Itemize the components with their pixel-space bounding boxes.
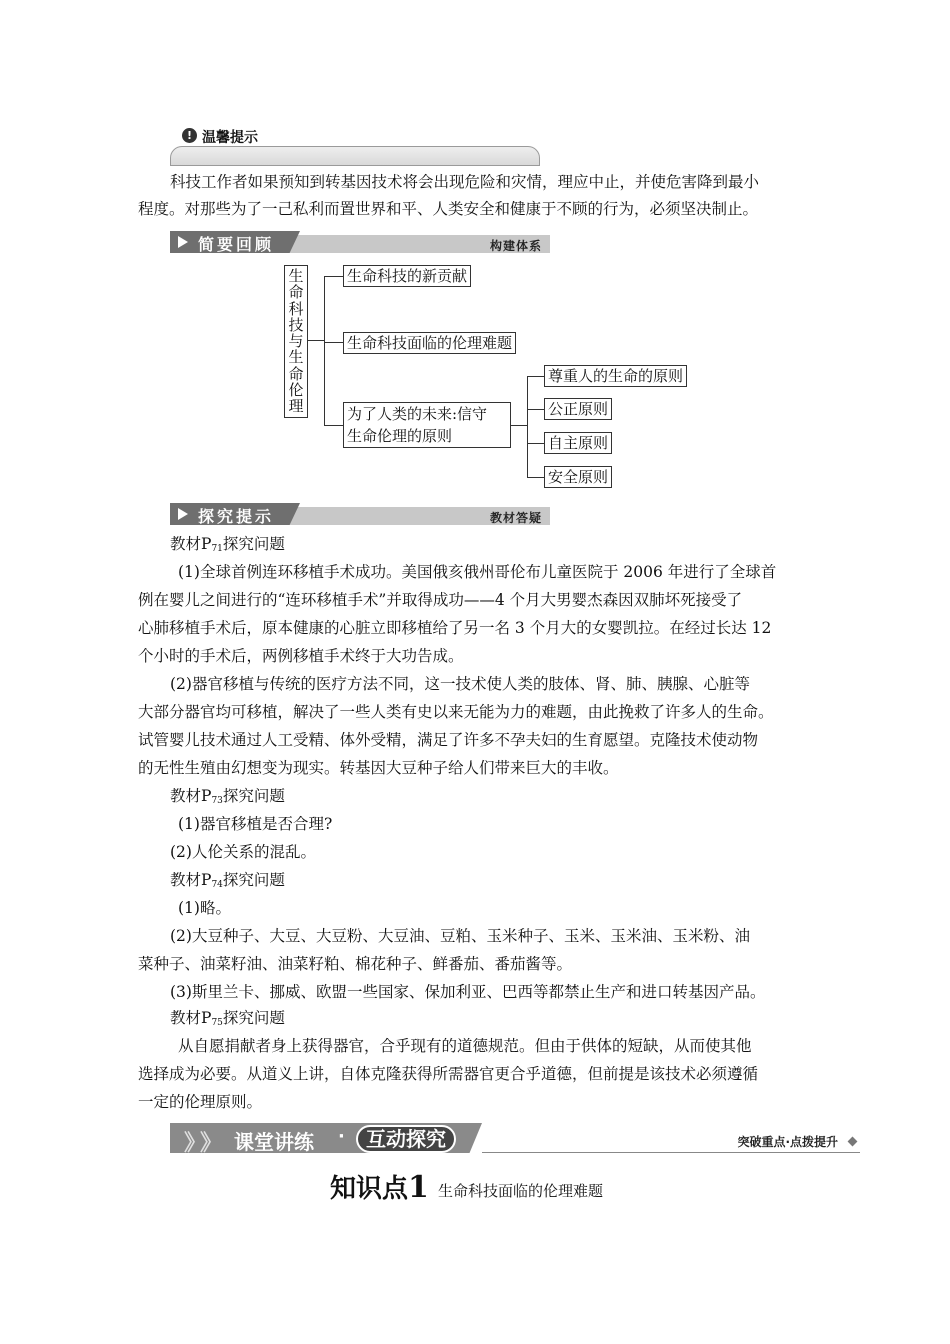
section-heading-p73: 教材$P_{73}$探究问题: [170, 787, 285, 806]
tip-title: 温馨提示: [202, 130, 258, 146]
double-chevron-icon: 》: [184, 1131, 207, 1156]
tip-line-2: 程度。对那些为了一己私利而置世界和平、人类安全和健康于不顾的行为，必须坚决制止。: [138, 200, 759, 218]
p71-para1-line3: 心肺移植手术后，原本健康的心脏立即移植给了另一名 3 个月大的女婴凯拉。在经过长达 12: [138, 619, 772, 637]
section-heading-p75: 教材$P_{75}$探究问题: [170, 1009, 285, 1028]
classroom-dot: ·: [338, 1126, 345, 1147]
principle-justice: 公正原则: [544, 398, 612, 420]
classroom-title: 课堂讲练: [234, 1130, 314, 1154]
review-title: 简要回顾: [198, 235, 275, 254]
concept-branch-3: [343, 402, 511, 448]
p73-answer-1: (1)器官移植是否合理?: [178, 815, 333, 833]
section-heading-p71: 教材$P_{71}$探究问题: [170, 535, 285, 554]
principle-respect-life: 尊重人的生命的原则: [544, 365, 687, 387]
classroom-right-label: 突破重点·点拨提升: [737, 1135, 838, 1149]
p75-line-1: 从自愿捐献者身上获得器官，合乎现有的道德规范。但由于供体的短缺，从而使其他: [178, 1037, 752, 1055]
knowledge-point-heading: 知识点1: [330, 1170, 429, 1205]
exclamation-icon: !: [182, 128, 197, 143]
concept-branch-3-line-2: 生命伦理的原则: [347, 427, 453, 445]
classroom-banner: [170, 1123, 860, 1155]
play-arrow-icon: [178, 508, 188, 520]
explore-right-label: 教材答疑: [489, 511, 542, 525]
p74-answer-3: (3)斯里兰卡、挪威、欧盟一些国家、保加利亚、巴西等都禁止生产和进口转基因产品。: [170, 983, 766, 1001]
principle-autonomy: 自主原则: [544, 432, 612, 454]
p71-para2-line3: 试管婴儿技术通过人工受精、体外受精，满足了许多不孕夫妇的生育愿望。克隆技术使动物: [138, 731, 759, 749]
p71-para1-line4: 个小时的手术后，两例移植手术终于大功告成。: [138, 647, 464, 665]
concept-branch-3-line-1: 为了人类的未来:信守: [347, 405, 488, 423]
p73-answer-2: (2)人伦关系的混乱。: [170, 843, 316, 861]
p71-para2-line1: (2)器官移植与传统的医疗方法不同，这一技术使人类的肢体、肾、肺、胰腺、心脏等: [170, 675, 750, 693]
principle-safety: 安全原则: [544, 466, 612, 488]
explore-banner: [170, 503, 550, 525]
play-arrow-icon: [178, 236, 188, 248]
tip-line-1: 科技工作者如果预知到转基因技术将会出现危险和灾情，理应中止，并使危害降到最小: [170, 173, 760, 191]
knowledge-point-title: 生命科技面临的伦理难题: [438, 1182, 604, 1200]
p75-line-2: 选择成为必要。从道义上讲，自体克隆获得所需器官更合乎道德，但前提是该技术必须遵循: [138, 1065, 759, 1083]
tip-header-bar: [170, 146, 540, 166]
concept-root: 生 命 科 技 与 生 命 伦 理: [284, 265, 308, 418]
double-chevron-icon: 》: [200, 1131, 223, 1156]
concept-branch-1: 生命科技的新贡献: [343, 265, 471, 287]
explore-title: 探究提示: [198, 507, 275, 526]
review-banner: [170, 231, 550, 253]
p75-line-3: 一定的伦理原则。: [138, 1093, 263, 1111]
classroom-pill: 互动探究: [356, 1125, 456, 1153]
section-heading-p74: 教材$P_{74}$探究问题: [170, 871, 285, 890]
review-right-label: 构建体系: [489, 239, 542, 253]
p74-answer-1: (1)略。: [178, 899, 231, 917]
p71-para2-line4: 的无性生殖由幻想变为现实。转基因大豆种子给人们带来巨大的丰收。: [138, 759, 619, 777]
p74-answer-2-line2: 菜种子、油菜籽油、油菜籽粕、棉花种子、鲜番茄、番茄酱等。: [138, 955, 573, 973]
p71-para1-line2: 例在婴儿之间进行的“连环移植手术”并取得成功——4 个月大男婴杰森因双肺坏死接受了: [138, 591, 743, 609]
diamond-icon: [848, 1137, 858, 1147]
p71-para1-line1: (1)全球首例连环移植手术成功。美国俄亥俄州哥伦布儿童医院于 2006 年进行了全球首: [178, 563, 777, 581]
p74-answer-2-line1: (2)大豆种子、大豆、大豆粉、大豆油、豆粕、玉米种子、玉米、玉米油、玉米粉、油: [170, 927, 750, 945]
concept-branch-2: 生命科技面临的伦理难题: [343, 332, 516, 354]
p71-para2-line2: 大部分器官均可移植，解决了一些人类有史以来无能为力的难题，由此挽救了许多人的生命。: [138, 703, 774, 721]
